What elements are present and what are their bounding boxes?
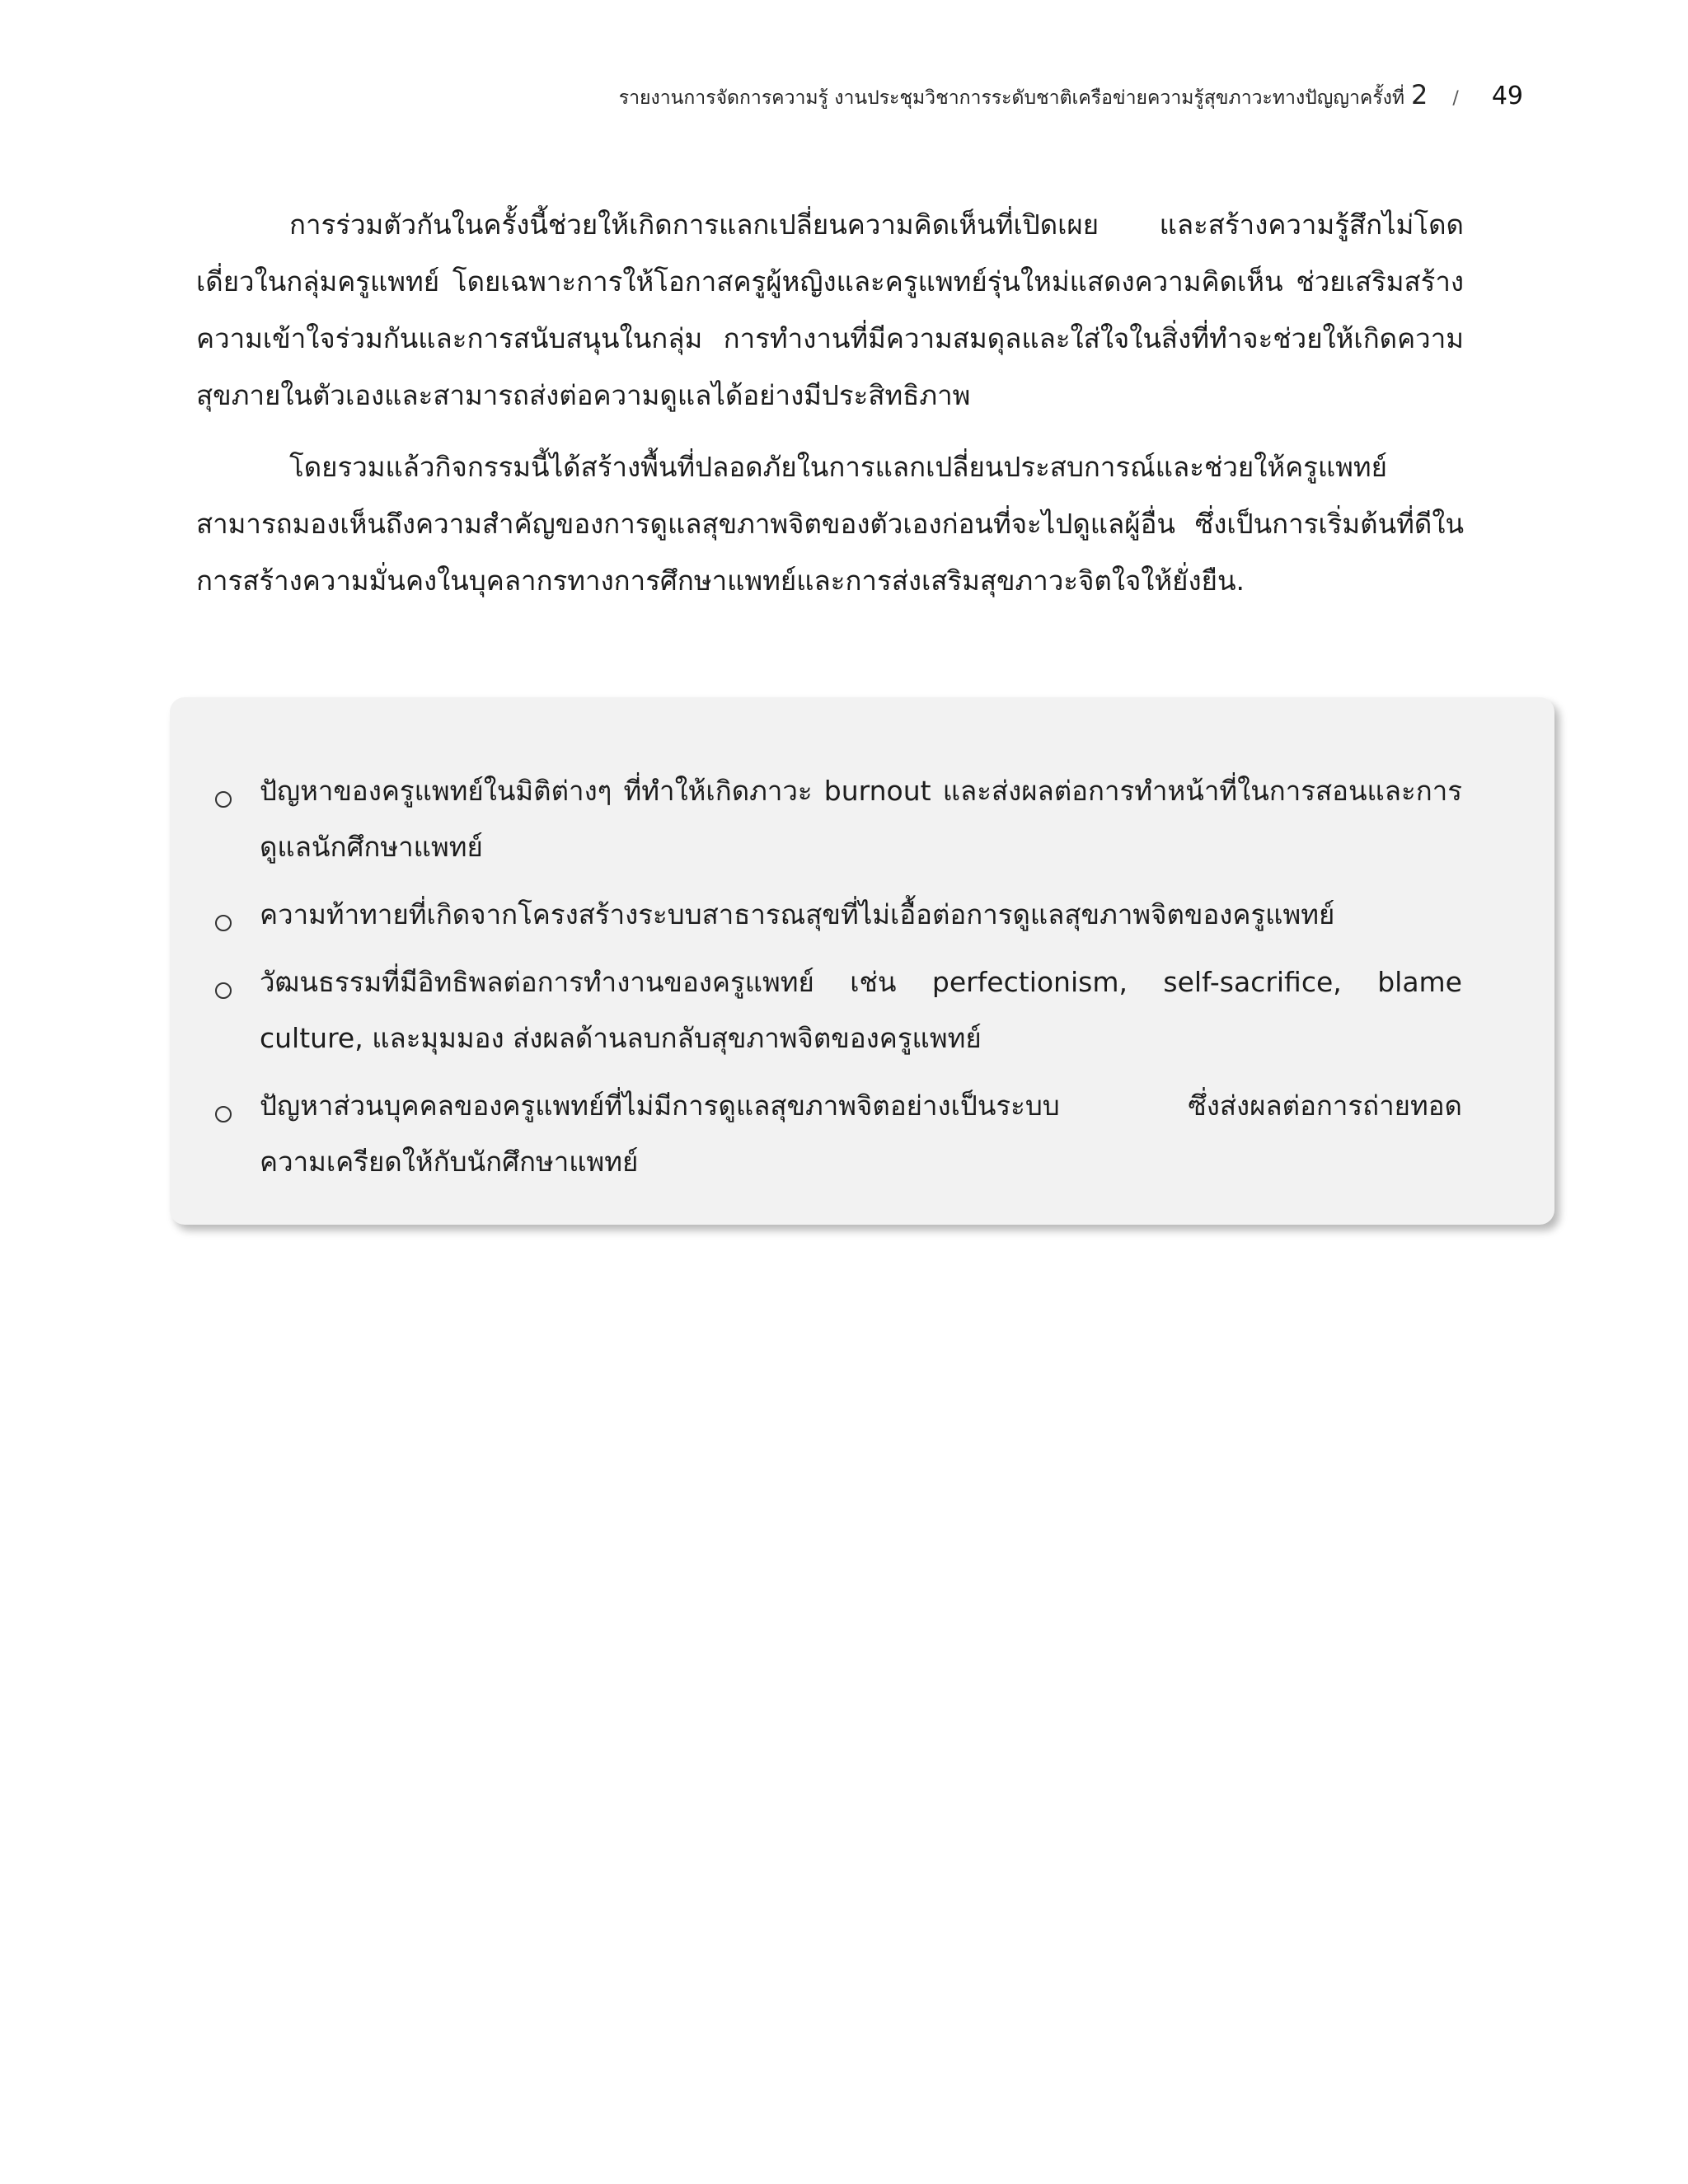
edition-number: 2: [1411, 79, 1428, 110]
list-item: [204, 763, 1462, 875]
paragraph: โดยรวมแล้วกิจกรรมนี้ได้สร้างพื้นที่ปลอดภัยในการแลกเปลี่ยนประสบการณ์และช่วยให้ครูแพทย์สามารถมองเห็นถึงความสำคัญของการดูแลสุขภาพจิตของตัวเองก่อนที่จะไปดูแลผู้อื่น ซึ่งเป็นการเริ่มต้นที่ดีในการสร้างความมั่นคงในบุคลากรทางการศึกษาแพทย์และการส่งเสริมสุขภาวะจิตใจให้ยั่งยืน.: [196, 451, 1464, 597]
circle-bullet-icon: [215, 1106, 232, 1122]
circle-bullet-icon: [215, 915, 232, 931]
header-separator: /: [1452, 88, 1459, 109]
list-item-text: ความท้าทายที่เกิดจากโครงสร้างระบบสาธารณสุขที่ไม่เอื้อต่อการดูแลสุขภาพจิตของครูแพทย์: [260, 898, 1335, 930]
list-item: [204, 1078, 1462, 1190]
list-item: [204, 887, 1462, 943]
paragraph: การร่วมตัวกันในครั้งนี้ช่วยให้เกิดการแลกเปลี่ยนความคิดเห็นที่เปิดเผย และสร้างความรู้สึกไม่โดดเดี่ยวในกลุ่มครูแพทย์ โดยเฉพาะการให้โอกาสครูผู้หญิงและครูแพทย์รุ่นใหม่แสดงความคิดเห็น ช่วยเสริมสร้างความเข้าใจร่วมกันและการสนับสนุนในกลุ่ม การทำงานที่มีความสมดุลและใส่ใจในสิ่งที่ทำจะช่วยให้เกิดความสุขภายในตัวเองและสามารถส่งต่อความดูแลได้อย่างมีประสิทธิภาพ: [196, 209, 1464, 411]
page-header: [577, 79, 1523, 113]
list-item-text: ปัญหาของครูแพทย์ในมิติต่างๆ ที่ทำให้เกิดภาวะ burnout และส่งผลต่อการทำหน้าที่ในการสอนและการดูแลนักศึกษาแพทย์: [260, 775, 1462, 863]
list-item-text: วัฒนธรรมที่มีอิทธิพลต่อการทำงานของครูแพทย์ เช่น perfectionism, self-sacrifice, blame culture, และมุมมอง ส่งผลด้านลบกลับสุขภาพจิตของครูแพทย์: [260, 966, 1462, 1054]
circle-bullet-icon: [215, 791, 232, 808]
circle-bullet-icon: [215, 982, 232, 999]
list-item-text: ปัญหาส่วนบุคคลของครูแพทย์ที่ไม่มีการดูแลสุขภาพจิตอย่างเป็นระบบ ซึ่งส่งผลต่อการถ่ายทอดความเครียดให้กับนักศึกษาแพทย์: [260, 1090, 1462, 1178]
summary-box: [170, 697, 1554, 1225]
summary-list: [204, 763, 1462, 1190]
report-title: รายงานการจัดการความรู้ งานประชุมวิชาการระดับชาติเครือข่ายความรู้สุขภาวะทางปัญญาครั้งที่: [618, 87, 1405, 109]
page-number: 49: [1491, 82, 1523, 110]
list-item: [204, 954, 1462, 1066]
body-text: [196, 196, 1464, 624]
